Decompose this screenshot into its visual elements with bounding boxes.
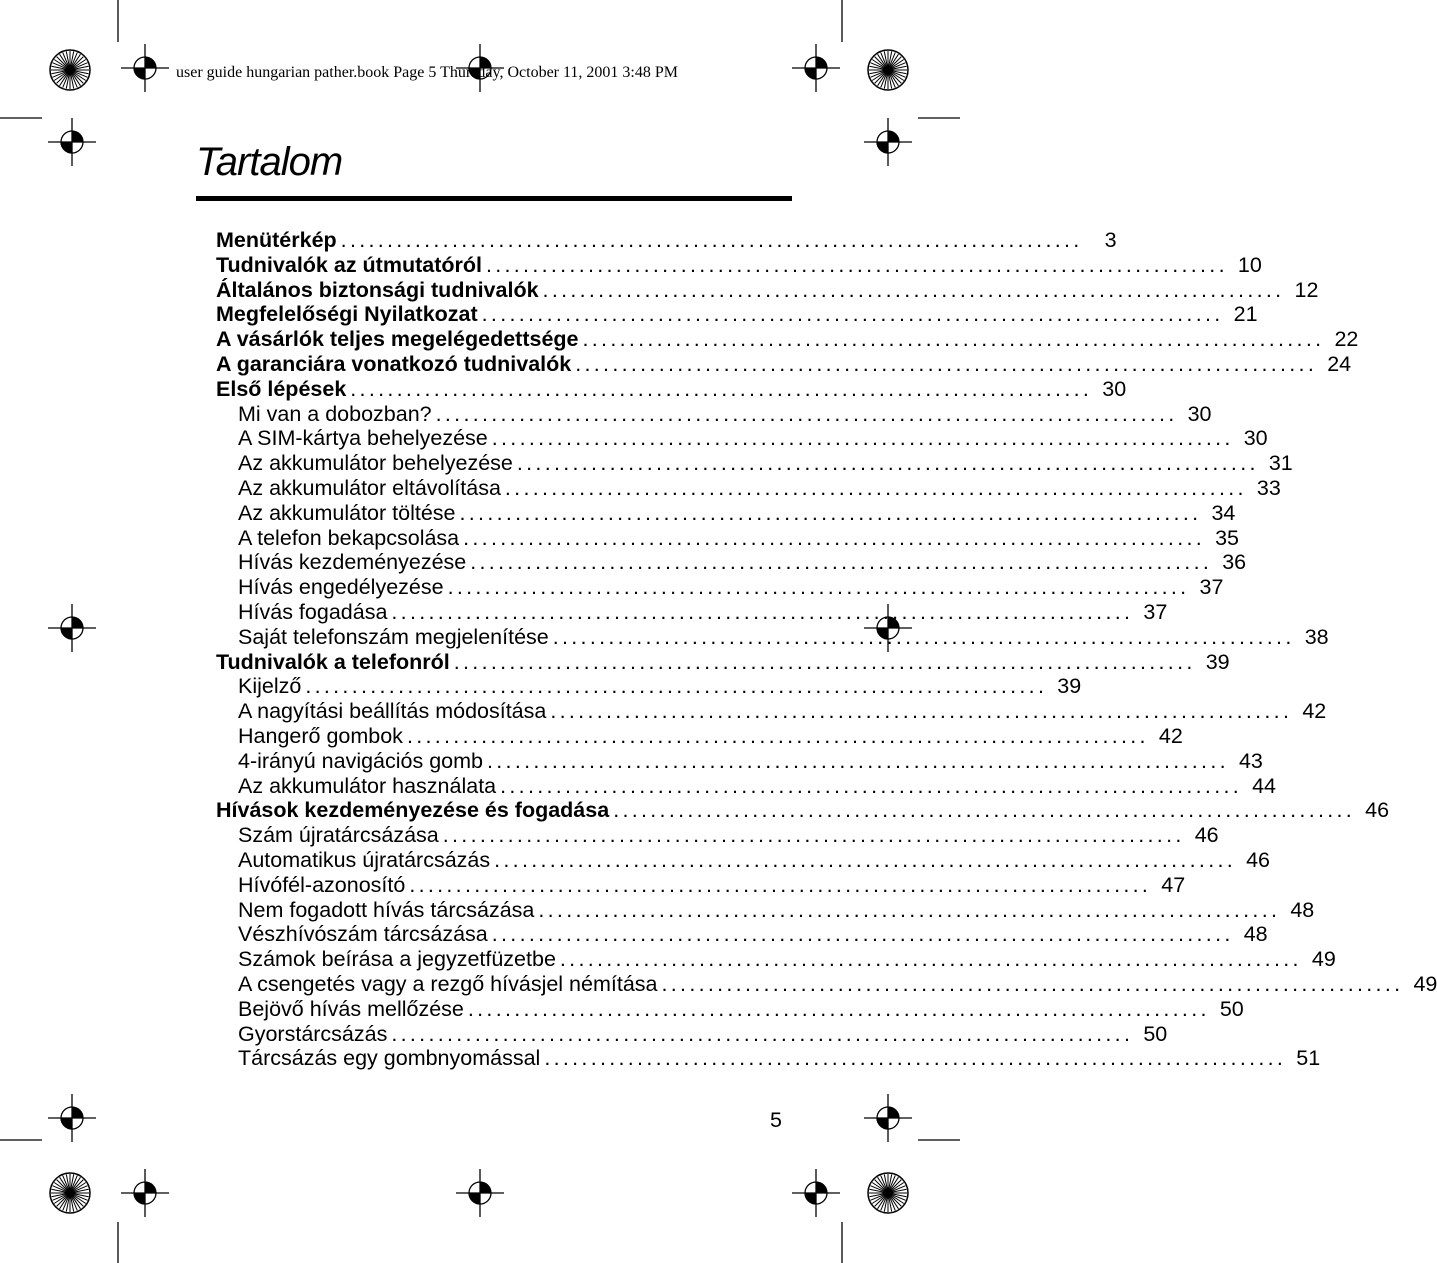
toc-entry-page: 44 [1252, 773, 1277, 798]
toc-entry-title: Hívás kezdeményezése [238, 550, 467, 575]
toc-entry-page: 38 [1304, 624, 1329, 649]
toc-leader-dots: ................................................................................ [406, 724, 1149, 748]
toc-entry-page: 48 [1243, 922, 1268, 947]
toc-entry-title: A telefon bekapcsolása [238, 525, 460, 550]
toc-leader-dots: ................................................................................ [550, 699, 1293, 724]
toc-leader-dots: ................................................................................ [340, 228, 1083, 252]
toc-entry-title: Hívás fogadása [238, 600, 388, 624]
toc-entry[interactable] [238, 724, 1183, 749]
page-number: 5 [770, 1108, 782, 1132]
toc-entry-title: A nagyítási beállítás módosítása [238, 699, 547, 724]
toc-entry[interactable] [216, 277, 1319, 303]
toc-entry[interactable] [238, 550, 1247, 575]
toc-entry-page: 37 [1143, 600, 1168, 624]
toc-entry[interactable] [238, 624, 1329, 650]
toc-leader-dots: ................................................................................ [435, 401, 1178, 426]
toc-entry[interactable] [238, 972, 1437, 997]
toc-entry-page: 48 [1290, 897, 1315, 922]
toc-entry[interactable] [238, 600, 1168, 625]
toc-entry[interactable] [238, 823, 1219, 848]
toc-entry-title: Szám újratárcsázása [238, 823, 439, 848]
toc-entry[interactable] [238, 500, 1236, 526]
toc-entry-title: Hívások kezdeményezése és fogadása [216, 798, 610, 823]
toc-leader-dots: ................................................................................ [453, 649, 1196, 674]
toc-entry-page: 49 [1311, 947, 1336, 972]
toc-leader-dots: ................................................................................ [470, 550, 1213, 575]
toc-entry[interactable] [216, 228, 1117, 253]
toc-entry[interactable] [238, 1021, 1168, 1047]
toc-leader-dots: ................................................................................ [613, 798, 1356, 823]
toc-entry-page: 51 [1296, 1046, 1321, 1071]
toc-entry[interactable] [216, 798, 1390, 823]
toc-entry-title: Vészhívószám tárcsázása [238, 922, 488, 947]
toc-leader-dots: ................................................................................ [463, 525, 1206, 550]
toc-entry[interactable] [238, 699, 1327, 724]
toc-leader-dots: ................................................................................ [491, 922, 1234, 947]
toc-entry-title: Tárcsázás egy gombnyomással [238, 1046, 541, 1071]
toc-leader-dots: ................................................................................ [447, 575, 1190, 600]
toc-entry-page: 31 [1268, 451, 1293, 476]
toc-leader-dots: ................................................................................ [582, 327, 1325, 352]
toc-entry-page: 46 [1246, 848, 1271, 872]
toc-leader-dots: ................................................................................ [559, 947, 1302, 972]
toc-entry-page: 43 [1238, 748, 1263, 773]
print-header: user guide hungarian pather.book Page 5 Thursday, October 11, 2001 3:48 PM [176, 64, 678, 81]
toc-leader-dots: ................................................................................ [467, 996, 1210, 1021]
toc-entry-page: 50 [1143, 1021, 1168, 1046]
toc-entry-title: Az akkumulátor töltése [238, 500, 456, 525]
toc-leader-dots: ................................................................................ [542, 277, 1285, 302]
toc-entry-title: Gyorstárcsázás [238, 1021, 388, 1046]
toc-entry-page: 30 [1102, 376, 1127, 401]
toc-leader-dots: ................................................................................ [481, 302, 1224, 327]
toc-entry-page: 30 [1243, 426, 1268, 451]
toc-entry-title: 4-irányú navigációs gomb [238, 748, 483, 773]
toc-leader-dots: ................................................................................ [305, 674, 1048, 699]
toc-entry[interactable] [216, 352, 1352, 377]
toc-entry-page: 42 [1302, 699, 1327, 724]
toc-leader-dots: ................................................................................ [500, 773, 1243, 798]
toc-entry-title: Menütérkép [216, 228, 337, 252]
toc-entry-page: 47 [1161, 872, 1186, 897]
toc-leader-dots: ................................................................................ [487, 748, 1229, 773]
toc-entry-page: 46 [1194, 823, 1219, 848]
toc-leader-dots: ................................................................................ [391, 1021, 1134, 1046]
page-title: Tartalom [196, 140, 343, 184]
toc-entry[interactable] [238, 525, 1240, 551]
toc-leader-dots: ................................................................................ [494, 848, 1237, 872]
toc-entry-title: A csengetés vagy a rezgő hívásjel némítása [238, 972, 658, 996]
toc-entry[interactable] [216, 327, 1359, 352]
toc-entry-title: Tudnivalók az útmutatóról [216, 252, 482, 277]
toc-entry[interactable] [238, 947, 1336, 972]
toc-entry-page: 46 [1365, 798, 1390, 823]
toc-entry-page: 39 [1057, 674, 1082, 699]
toc-leader-dots: ................................................................................ [661, 972, 1404, 996]
toc-entry-page: 30 [1187, 401, 1212, 426]
toc-entry-page: 39 [1205, 649, 1230, 674]
toc-entry-title: Tudnivalók a telefonról [216, 649, 450, 674]
toc-leader-dots: ................................................................................ [516, 451, 1259, 476]
toc-leader-dots: ................................................................................ [544, 1046, 1287, 1071]
toc-entry[interactable] [216, 302, 1258, 327]
toc-entry-title: Az akkumulátor eltávolítása [238, 476, 501, 500]
toc-entry[interactable] [238, 848, 1271, 873]
toc-entry-page: 50 [1219, 996, 1244, 1021]
toc-entry-page: 24 [1327, 352, 1352, 376]
toc-entry-title: A SIM-kártya behelyezése [238, 426, 488, 451]
toc-entry[interactable] [238, 773, 1277, 799]
toc-entry-title: Mi van a dobozban? [238, 401, 432, 426]
toc-entry-title: Megfelelőségi Nyilatkozat [216, 302, 478, 327]
toc-entry-title: Számok beírása a jegyzetfüzetbe [238, 947, 556, 972]
toc-entry-page: 22 [1334, 327, 1359, 352]
toc-entry-page: 42 [1158, 724, 1183, 748]
toc-leader-dots: ................................................................................ [350, 376, 1093, 401]
title-rule [196, 196, 792, 201]
toc-entry[interactable] [238, 476, 1281, 501]
toc-entry[interactable] [238, 401, 1212, 427]
toc-entry[interactable] [238, 922, 1268, 947]
toc-leader-dots: ................................................................................ [575, 352, 1318, 376]
toc-entry-title: Nem fogadott hívás tárcsázása [238, 897, 535, 922]
toc-entry-title: Első lépések [216, 376, 347, 401]
toc-leader-dots: ................................................................................ [485, 252, 1228, 277]
toc-entry-page: 49 [1413, 972, 1437, 996]
toc-entry[interactable] [238, 1046, 1321, 1071]
toc-leader-dots: ................................................................................ [409, 872, 1152, 897]
toc-entry-title: Bejövő hívás mellőzése [238, 996, 464, 1021]
toc-entry-title: Az akkumulátor behelyezése [238, 451, 513, 476]
toc-entry-title: Az akkumulátor használata [238, 773, 497, 798]
toc-entry-title: Hangerő gombok [238, 724, 403, 748]
toc-leader-dots: ................................................................................ [538, 897, 1281, 922]
toc-leader-dots: ................................................................................ [552, 624, 1295, 649]
toc-entry-title: Kijelző [238, 674, 302, 699]
toc-entry-page: 36 [1222, 550, 1247, 575]
toc-entry[interactable] [216, 252, 1262, 278]
toc-leader-dots: ................................................................................ [491, 426, 1234, 451]
toc-entry[interactable] [238, 996, 1244, 1022]
toc-entry[interactable] [238, 575, 1224, 600]
toc-entry-page: 12 [1294, 277, 1319, 302]
toc-entry[interactable] [238, 674, 1082, 699]
toc-entry-title: Általános biztonsági tudnivalók [216, 277, 539, 302]
toc-entry-page: 3 [1104, 228, 1117, 252]
toc-entry[interactable] [216, 376, 1127, 402]
toc-entry-page: 21 [1233, 302, 1258, 327]
toc-entry-page: 37 [1199, 575, 1224, 600]
toc-entry[interactable] [238, 748, 1263, 774]
toc-leader-dots: ................................................................................ [504, 476, 1247, 500]
toc-entry-page: 35 [1215, 525, 1240, 550]
toc-entry[interactable] [238, 872, 1186, 898]
toc-entry[interactable] [238, 897, 1315, 923]
toc-entry-page: 10 [1237, 252, 1262, 277]
toc-entry-title: A vásárlók teljes megelégedettsége [216, 327, 579, 352]
toc-entry-title: A garanciára vonatkozó tudnivalók [216, 352, 572, 376]
toc-leader-dots: ................................................................................ [459, 500, 1202, 525]
toc-entry-title: Saját telefonszám megjelenítése [238, 624, 549, 649]
toc-leader-dots: ................................................................................ [442, 823, 1185, 848]
toc-entry-title: Automatikus újratárcsázás [238, 848, 491, 872]
toc-entry[interactable] [216, 649, 1230, 675]
toc-entry-title: Hívófél-azonosító [238, 872, 406, 897]
toc-entry-page: 34 [1211, 500, 1236, 525]
toc-entry-title: Hívás engedélyezése [238, 575, 444, 600]
toc-entry-page: 33 [1256, 476, 1281, 500]
toc-entry[interactable] [238, 451, 1293, 476]
toc-entry[interactable] [238, 426, 1268, 451]
toc-leader-dots: ................................................................................ [391, 600, 1134, 624]
